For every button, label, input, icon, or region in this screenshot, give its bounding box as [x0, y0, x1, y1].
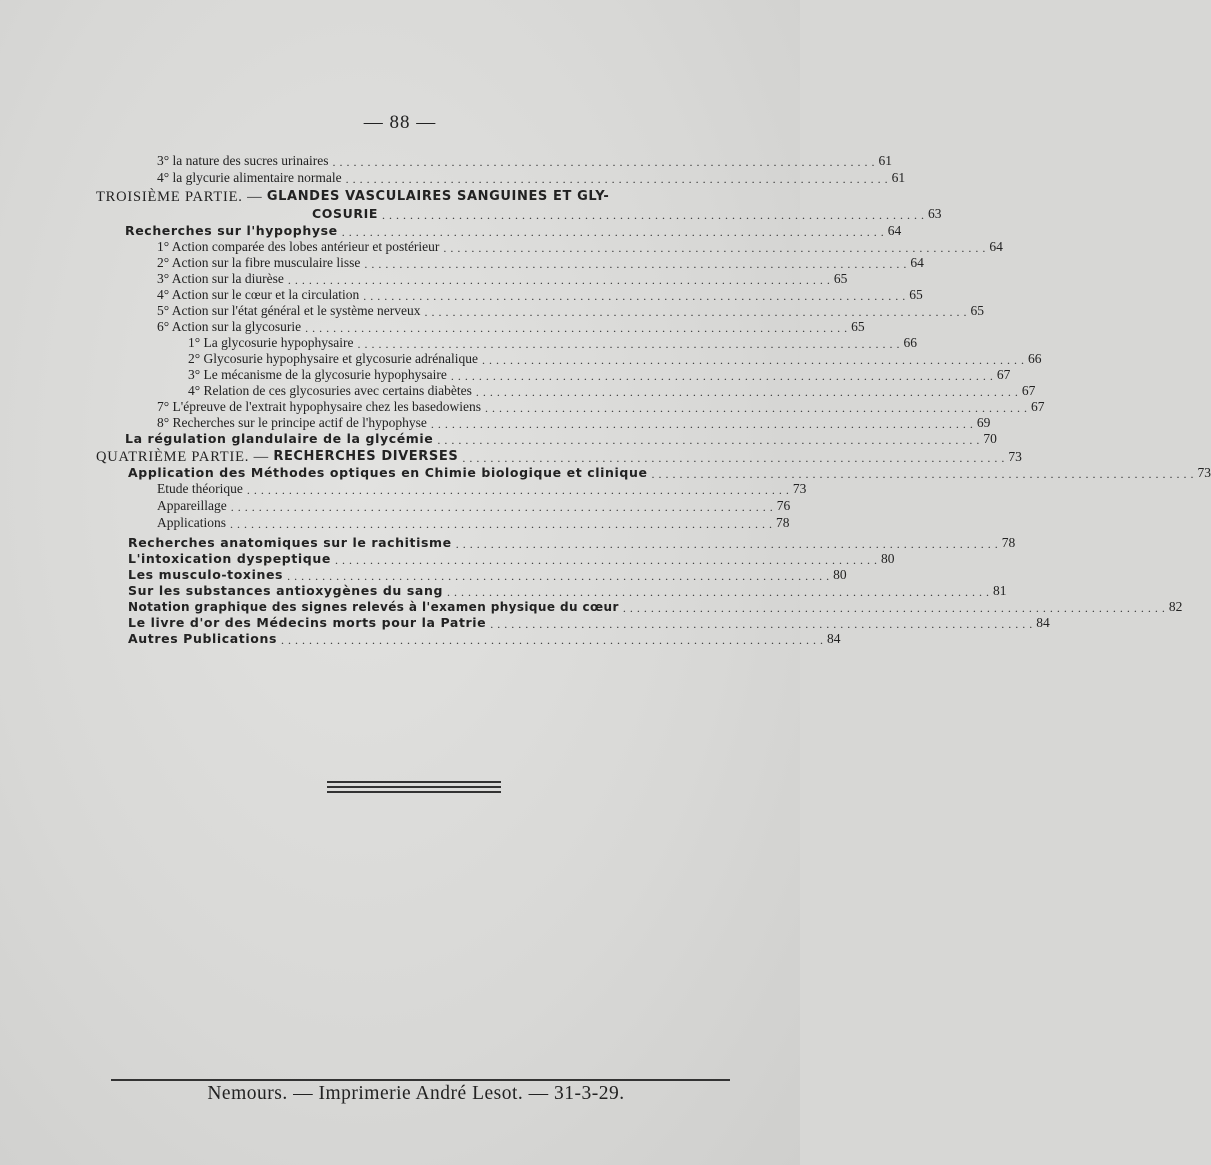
- leader-dots: ..............................................................................: [462, 451, 1009, 465]
- toc-entry: [157, 239, 1003, 255]
- toc-entry: [157, 498, 791, 514]
- toc-entry: [188, 351, 1042, 367]
- leader-dots: ..............................................................................: [357, 337, 904, 351]
- leader-dots: ..............................................................................: [475, 385, 1022, 399]
- toc-entry-page: 80: [880, 551, 895, 566]
- leader-dots: ..............................................................................: [430, 417, 977, 431]
- leader-dots: ..............................................................................: [341, 225, 888, 239]
- toc-entry-title: Applications: [157, 515, 226, 530]
- toc-entry-title: Etude théorique: [157, 481, 243, 496]
- leader-dots: ..............................................................................: [490, 617, 1037, 631]
- toc-entry-title: COSURIE: [312, 206, 378, 221]
- toc-entry-page: 80: [833, 567, 847, 582]
- toc-entry-page: 73: [1008, 449, 1022, 464]
- leader-dots: ..............................................................................: [230, 517, 776, 531]
- leader-dots: ..............................................................................: [651, 467, 1198, 481]
- toc-entry-page: 67: [1021, 383, 1036, 398]
- toc-entry: [188, 383, 1036, 399]
- leader-dots: ..............................................................................: [437, 433, 984, 447]
- toc-entry-title: 6° Action sur la glycosurie: [157, 319, 302, 334]
- leader-dots: ..............................................................................: [381, 208, 928, 222]
- toc-entry: [157, 481, 807, 497]
- printer-imprint: Nemours. — Imprimerie André Lesot. — 31-3-29.: [207, 1083, 625, 1104]
- leader-dots: ..............................................................................: [364, 257, 911, 271]
- toc-entry: [157, 255, 924, 271]
- page-number: — 88 —: [363, 112, 437, 133]
- part-prefix: QUATRIÈME PARTIE. —: [96, 449, 274, 465]
- toc-entry-title: 7° L'épreuve de l'extrait hypophysaire chez les basedowiens: [157, 399, 482, 414]
- toc-entry: [157, 319, 865, 335]
- toc-entry: [312, 206, 942, 222]
- leader-dots: ..............................................................................: [450, 369, 997, 383]
- toc-entry-page: 66: [1027, 351, 1042, 366]
- toc-entry: [128, 599, 1183, 615]
- part-heading: [96, 449, 1022, 465]
- leader-dots: ..............................................................................: [230, 500, 777, 514]
- toc-entry-title: Les musculo-toxines: [128, 567, 284, 582]
- toc-entry-page: 73: [792, 481, 807, 496]
- toc-entry: [157, 515, 790, 531]
- toc-entry-page: 65: [970, 303, 984, 318]
- toc-entry: [128, 567, 847, 583]
- toc-entry: [188, 335, 917, 351]
- toc-entry-title: 5° Action sur l'état général et le système nerveux: [157, 303, 421, 318]
- toc-entry-page: 84: [1036, 615, 1050, 630]
- part-title: RECHERCHES DIVERSES: [273, 449, 459, 464]
- toc-entry: [128, 583, 1007, 599]
- leader-dots: ..............................................................................: [287, 273, 834, 287]
- toc-entry-page: 73: [1197, 465, 1211, 480]
- toc-entry-title: 2° Action sur la fibre musculaire lisse: [157, 255, 361, 270]
- toc-entry-page: 78: [776, 515, 790, 530]
- toc-entry-title: Appareillage: [157, 498, 227, 513]
- footer-rule: [111, 1079, 730, 1081]
- toc-entry-page: 67: [996, 367, 1011, 382]
- part-prefix: TROISIÈME PARTIE. —: [96, 189, 267, 205]
- leader-dots: ..............................................................................: [485, 401, 1032, 415]
- toc-entry-title: Sur les substances antioxygènes du sang: [128, 583, 443, 598]
- toc-entry-page: 65: [833, 271, 848, 286]
- leader-dots: ..............................................................................: [481, 353, 1028, 367]
- toc-entry-page: 64: [989, 239, 1003, 254]
- toc-entry-title: Application des Méthodes optiques en Chimie biologique et clinique: [128, 465, 648, 480]
- toc-entry-page: 65: [909, 287, 923, 302]
- toc-entry-title: 3° la nature des sucres urinaires: [157, 153, 329, 168]
- toc-entry-page: 67: [1031, 399, 1045, 414]
- toc-entry-title: 4° la glycurie alimentaire normale: [157, 170, 342, 185]
- toc-entry: [157, 170, 906, 186]
- toc-entry-page: 70: [983, 431, 997, 446]
- toc-entry-page: 66: [903, 335, 917, 350]
- toc-entry-page: 64: [887, 223, 902, 238]
- toc-entry-title: Recherches anatomiques sur le rachitisme: [128, 535, 452, 550]
- toc-entry-title: L'intoxication dyspeptique: [128, 551, 331, 566]
- toc-entry: [128, 465, 1211, 481]
- toc-entry: [125, 431, 997, 447]
- toc-entry-title: 3° Action sur la diurèse: [157, 271, 284, 286]
- toc-entry: [128, 535, 1016, 551]
- leader-dots: ..............................................................................: [424, 305, 971, 319]
- leader-dots: ..............................................................................: [246, 483, 793, 497]
- toc-entry: [128, 631, 841, 647]
- toc-entry-page: 61: [891, 170, 906, 185]
- toc-entry-title: Recherches sur l'hypophyse: [125, 223, 338, 238]
- toc-entry: [128, 615, 1050, 631]
- leader-dots: ..............................................................................: [305, 321, 852, 335]
- part-heading: [96, 189, 692, 205]
- toc-entry: [157, 153, 892, 169]
- toc-entry-page: 64: [910, 255, 924, 270]
- toc-entry-title: 1° Action comparée des lobes antérieur et postérieur: [157, 239, 440, 254]
- toc-entry: [157, 287, 923, 303]
- toc-entry-page: 63: [927, 206, 942, 221]
- toc-entry: [128, 551, 895, 567]
- leader-dots: ..............................................................................: [447, 585, 993, 599]
- leader-dots: ..............................................................................: [281, 633, 827, 647]
- toc-entry-title: 8° Recherches sur le principe actif de l'hypophyse: [157, 415, 427, 430]
- leader-dots: ..............................................................................: [443, 241, 990, 255]
- toc-entry-page: 65: [851, 319, 865, 334]
- toc-entry-title: 4° Action sur le cœur et la circulation: [157, 287, 360, 302]
- toc-entry-title: 2° Glycosurie hypophysaire et glycosurie adrénalique: [188, 351, 478, 366]
- section-divider: [327, 781, 501, 796]
- toc-entry-title: Le livre d'or des Médecins morts pour la Patrie: [128, 615, 487, 630]
- toc-entry-page: 61: [878, 153, 892, 168]
- toc-entry: [157, 415, 991, 431]
- leader-dots: ..............................................................................: [455, 537, 1002, 551]
- leader-dots: ..............................................................................: [332, 155, 879, 169]
- part-title: GLANDES VASCULAIRES SANGUINES ET GLY-: [266, 189, 610, 204]
- toc-entry: [157, 303, 984, 319]
- toc-entry-title: Autres Publications: [128, 631, 277, 646]
- toc-entry-page: 82: [1168, 599, 1183, 614]
- leader-dots: ..............................................................................: [345, 172, 892, 186]
- toc-entry-page: 78: [1001, 535, 1016, 550]
- toc-entry-page: 76: [776, 498, 791, 513]
- leader-dots: ..............................................................................: [287, 569, 834, 583]
- toc-entry-title: 3° Le mécanisme de la glycosurie hypophysaire: [188, 367, 447, 382]
- toc-entry-page: 81: [993, 583, 1007, 598]
- toc-entry: [188, 367, 1011, 383]
- toc-entry-title: 4° Relation de ces glycosuries avec certains diabètes: [188, 383, 472, 398]
- leader-dots: ..............................................................................: [363, 289, 910, 303]
- toc-entry: [125, 223, 902, 239]
- toc-entry-title: La régulation glandulaire de la glycémie: [125, 431, 434, 446]
- toc-entry: [157, 399, 1045, 415]
- toc-entry-page: 69: [976, 415, 991, 430]
- leader-dots: ..............................................................................: [622, 601, 1169, 615]
- toc-entry-title: 1° La glycosurie hypophysaire: [188, 335, 354, 350]
- leader-dots: ..............................................................................: [334, 553, 881, 567]
- toc-entry: [157, 271, 848, 287]
- toc-entry-title: Notation graphique des signes relevés à l'examen physique du cœur: [128, 600, 619, 614]
- toc-entry-page: 84: [827, 631, 841, 646]
